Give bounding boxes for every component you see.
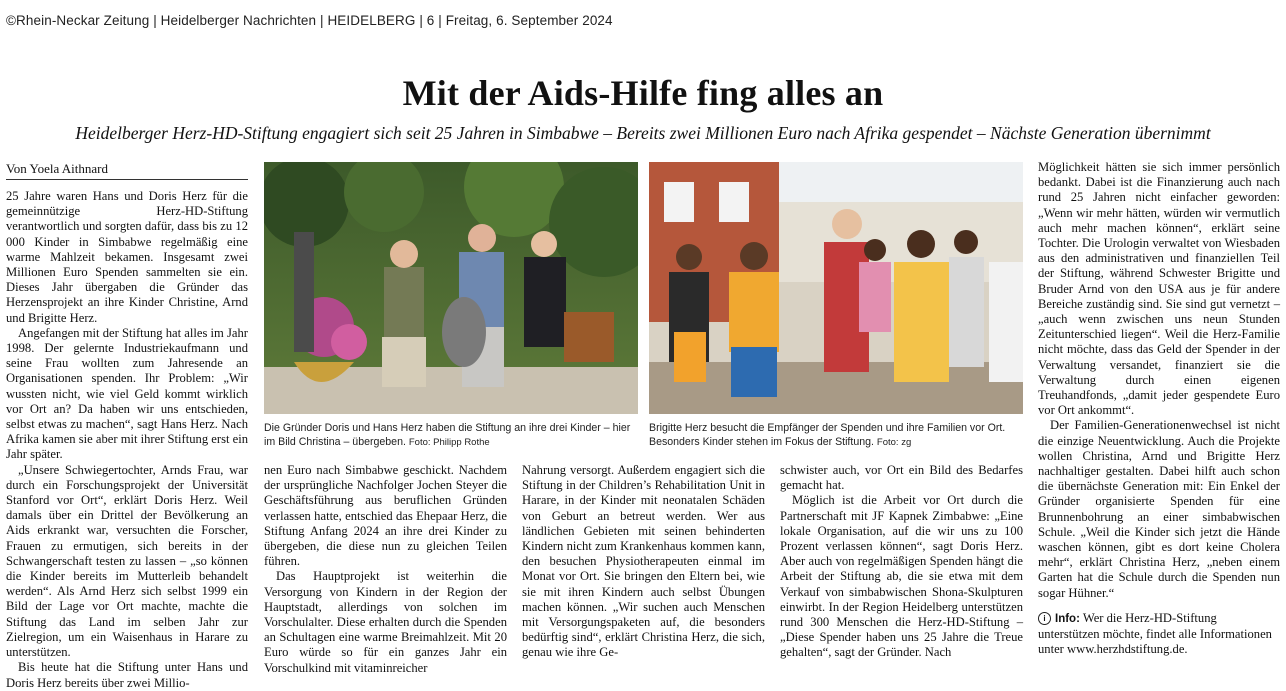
byline: Von Yoela Aithnard (6, 161, 248, 180)
paragraph: „Unsere Schwiegertochter, Arnds Frau, war durch ein Forschungsprojekt der Universität Stanford vor Ort“, erklärt Doris Herz. Weil damals über ein Drittel der Bevölkerung an Aids erkrankt war, versuchten die Forscher, Frauen zu ermutigen, sich bereits in der Schwangerschaft testen zu lassen – „so können die Kinder bereits im Mutterleib behandelt werden“. Als Arnd Herz sich selbst 1999 ein Bild der Lage vor Ort machte, machte die Stiftung das Land im selben Jahr zur Zielregion, um ein Waisenhaus in Harare zu unterstützen. (6, 462, 248, 660)
text-column-1 (6, 189, 248, 691)
info-icon: i (1038, 612, 1051, 625)
photo-visit-zimbabwe (649, 162, 1023, 414)
text-column-4 (780, 463, 1023, 661)
text-column-5 (1038, 160, 1280, 658)
text-column-2 (264, 463, 507, 676)
caption-text: Brigitte Herz besucht die Empfänger der Spenden und ihre Familien vor Ort. Besonders Kinder stehen im Fokus der Stiftung. (649, 422, 1006, 448)
article-subtitle: Heidelberger Herz-HD-Stiftung engagiert sich seit 25 Jahren in Simbabwe – Bereits zwei Millionen Euro nach Afrika gespendet – Nächste Generation übernimmt (75, 123, 1211, 143)
article-title: Mit der Aids-Hilfe fing alles an (402, 73, 884, 113)
photo-credit: Foto: zg (876, 437, 912, 448)
paragraph: Angefangen mit der Stiftung hat alles im Jahr 1998. Der gelernte Industriekaufmann und seine Frau wollten zum Jahresende an Organisationen spenden. Ihr Problem: „Wir wussten nicht, wie viel Geld kommt wirklich vor Ort an? Da haben wir uns entschieden, selbst etwas zu machen“, sagt Hans Herz. Nach Afrika kamen sie aber mit ihrer Stiftung erst ein Jahr später. (6, 325, 249, 462)
photo-caption-1 (264, 421, 638, 450)
paragraph: Möglich ist die Arbeit vor Ort durch die Partnerschaft mit JF Kapnek Zimbabwe: „Eine lokale Organisation, auf die wir uns zu 100 Prozent verlassen können“, sagt Doris Herz. Aber auch von regelmäßigen Spenden hängt die Arbeit der Stiftung ab, die sie etwa mit dem Verkauf von simbabwischen Shona-Skulpturen einwirbt. In der Region Heidelberg unterstützen rund 300 Menschen die Herz-HD-Stiftung – „Diese Spender haben uns 25 Jahre die Treue gehalten“, sagt der Gründer. Nach (780, 493, 1023, 660)
paragraph: 25 Jahre waren Hans und Doris Herz für die gemeinnützige Herz-HD-Stiftung verantwortlich und sorgten dafür, dass bis zu 12 000 Kinder in Simbabwe regelmäßig eine warme Mahlzeit bekamen. Insgesamt zwei Millionen Euro Spenden sammelten sie ein. Dieses Jahr übergaben die Gründer das Herzensprojekt an ihre Kinder Christine, Arnd und Brigitte Herz. (6, 189, 248, 325)
paragraph: nen Euro nach Simbabwe geschickt. Nachdem der ursprüngliche Nachfolger Jochen Steyer die Geschäftsführung aus beruflichen Gründen verlassen hatte, entschied das Ehepaar Herz, die Stiftung Anfang 2024 an ihre drei Kinder zu übergeben, die diese nun zu gleichen Teilen führen. (264, 463, 507, 569)
paragraph: Der Familien-Generationenwechsel ist nicht die einzige Neuentwicklung. Auch die Projekte wollen Christina, Arnd und Brigitte Herz nachhaltiger gestalten. Dabei hilft auch schon die übernächste Generation mit: Ein Enkel der Gründer organisierte Spenden für eine Brunnenbohrung an einer simbabwischen Schule. „Weil die Kinder sich jetzt die Hände waschen können, gibt es dort keine Cholera mehr“, erklärt Christina Herz, „neben einem Garten hat die Schule durch die Spenden nun sogar Hühner.“ (1038, 418, 1280, 600)
photo-credit: Foto: Philipp Rothe (408, 437, 490, 448)
paragraph: Nahrung versorgt. Außerdem engagiert sich die Stiftung in der Children’s Rehabilitation Unit in Harare, in der Kinder mit neonatalen Schäden von Geburt an betreut werden. Wer aus ländlichen Gebieten mit seinen behinderten Kindern nicht zum Krankenhaus kommen kann, den besuchen Physiotherapeuten einmal im Monat vor Ort. Sie bringen den Eltern bei, wie sie mit ihren Kindern auch selbst Übungen machen können. „Wir suchen auch Menschen mit Versorgungspaketen auf, die besonders bedürftig sind“, erklärt Christina Herz, die sich, genau wie ihre Ge- (522, 463, 765, 660)
photo-caption-2 (649, 421, 1023, 450)
photo-founders-with-daughter (264, 162, 638, 414)
info-box (1038, 611, 1280, 658)
newspaper-source-line: ©Rhein-Neckar Zeitung | Heidelberger Nachrichten | HEIDELBERG | 6 | Freitag, 6. September 2024 (6, 13, 613, 28)
info-text: Wer die Herz-HD-Stiftung unterstützen möchte, findet alle Informationen unter www.herzhdstiftung.de. (1038, 610, 1272, 657)
text-column-3 (522, 463, 765, 661)
info-label: Info: (1055, 612, 1080, 625)
paragraph: schwister auch, vor Ort ein Bild des Bedarfes gemacht hat. (780, 463, 1023, 493)
paragraph: Das Hauptprojekt ist weiterhin die Versorgung von Kindern in der Region der Hauptstadt, allerdings von solchen im Vorschulalter. Diese erhalten durch die Spenden an Schultagen eine warme Breimahlzeit. Mit 20 Euro würde so für ein ganzes Jahr ein Vorschulkind mit vitaminreicher (264, 569, 507, 675)
caption-text: Die Gründer Doris und Hans Herz haben die Stiftung an ihre drei Kinder – hier im Bild Christina – übergeben. (264, 422, 631, 448)
paragraph: Möglichkeit hätten sie sich immer persönlich bedankt. Dabei ist die Finanzierung auch nach rund 25 Jahren nicht einfacher geworden: „Wenn wir mehr hätten, würden wir vermutlich auch mehr machen können“, erklärt seine Tochter. Die Urologin verwaltet von Wiesbaden aus den administrativen und finanziellen Teil der Stiftung, während Schwester Brigitte und Bruder Arnd von den USA aus je für andere Bereiche zuständig sind. Sie sind gut vernetzt – „auch wenn zwischen uns neun Stunden Zeitunterschied liegen“. Weil die Herz-Familie nicht möchte, dass das Geld der Spender in der Verwaltung versandet, finanziert sie die Verwaltung durch einen eigenen Treuhandfonds, „damit jeder gespendete Euro vor Ort ankommt“. (1038, 160, 1280, 418)
paragraph: Bis heute hat die Stiftung unter Hans und Doris Herz bereits über zwei Millio- (6, 660, 248, 690)
